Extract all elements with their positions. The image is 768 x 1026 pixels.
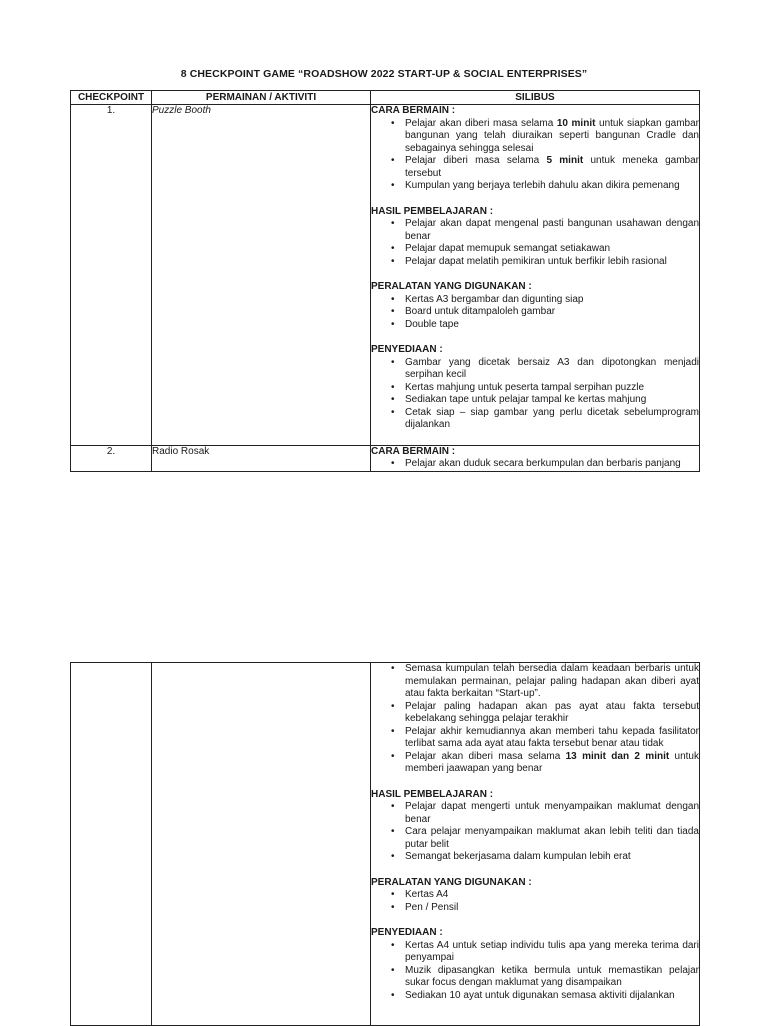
bullet-list [371,218,699,268]
section-heading: PENYEDIAAN : [371,927,443,938]
table-header-row [71,91,700,105]
list-item: • Muzik dipasangkan ketika bermula untuk memastikan pelajar sukar focus dengan maklumat yang disampaikan [405,965,699,990]
emphasis-text: 10 minit [556,117,596,129]
syllabus-cell [371,663,700,1026]
bullet-list [371,458,699,471]
list-item: • Semasa kumpulan telah bersedia dalam keadaan berbaris untuk memulakan permainan, pelajar paling hadapan akan diberi ayat atau fakta berkaitan “Start-up”. [405,663,699,701]
bullet-list [371,294,699,332]
bullet-list [371,889,699,914]
emphasis-text: 13 minit dan 2 minit [565,750,670,762]
list-item: • Pelajar diberi masa selama 5 minit untuk meneka gambar tersebut [405,155,699,180]
bullet-list [371,801,699,864]
list-item: • Cetak siap – siap gambar yang perlu dicetak sebelumprogram dijalankan [405,407,699,432]
list-item: • Kumpulan yang berjaya terlebih dahulu akan dikira pemenang [405,180,699,193]
section-heading: PERALATAN YANG DIGUNAKAN : [371,876,532,888]
list-item: • Pelajar paling hadapan akan pas ayat atau fakta tersebut kebelakang sehingga pelajar terakhir [405,701,699,726]
bullet-list [371,940,699,1003]
table-row [71,445,700,471]
syllabus-cell [371,105,700,446]
activity-name: Puzzle Booth [152,105,371,446]
list-item: • Kertas A4 [405,889,699,902]
list-item: • Board untuk ditampaloleh gambar [405,306,699,319]
section-heading: PERALATAN YANG DIGUNAKAN : [371,281,532,292]
checkpoint-table [70,90,700,472]
emphasis-text: 5 minit [546,155,584,166]
checkpoint-number: 2. [71,445,152,471]
list-item: • Sediakan 10 ayat untuk digunakan semasa aktiviti dijalankan [405,990,699,1003]
list-item: • Cara pelajar menyampaikan maklumat akan lebih teliti dan tiada putar belit [405,826,699,851]
list-item: • Sediakan tape untuk pelajar tampal ke kertas mahjung [405,394,699,407]
table-row [71,105,700,446]
list-item: • Pelajar dapat memupuk semangat setiakawan [405,243,699,256]
section-heading: CARA BERMAIN : [371,445,456,457]
list-item: • Pelajar akan diberi masa selama 10 minit untuk siapkan gambar bangunan yang telah diuraikan seperti bangunan Cradle dan sebagainya sehingga selesai [405,118,699,156]
checkpoint-table-continued [70,662,700,1026]
section-heading: HASIL PEMBELAJARAN : [371,205,494,217]
list-item: • Kertas mahjung untuk peserta tampal serpihan puzzle [405,382,699,395]
list-item: • Gambar yang dicetak bersaiz A3 dan dipotongkan menjadi serpihan kecil [405,357,699,382]
activity-name [152,663,371,1026]
list-item: • Semangat bekerjasama dalam kumpulan lebih erat [405,851,699,864]
section-heading: CARA BERMAIN : [371,105,456,116]
activity-name: Radio Rosak [152,445,371,471]
list-item: • Pelajar dapat melatih pemikiran untuk berfikir lebih rasional [405,256,699,269]
list-item: • Pelajar akan dapat mengenal pasti bangunan usahawan dengan benar [405,218,699,243]
bullet-list [371,118,699,193]
list-item: • Kertas A3 bergambar dan digunting siap [405,294,699,307]
bullet-list [371,357,699,432]
list-item: • Double tape [405,319,699,332]
document-title: 8 CHECKPOINT GAME “ROADSHOW 2022 START-UP & SOCIAL ENTERPRISES” [180,68,588,80]
bullet-list [371,663,699,776]
section-heading: HASIL PEMBELAJARAN : [371,788,494,800]
list-item: • Pelajar akan diberi masa selama 13 minit dan 2 minit untuk memberi jaawapan yang benar [405,751,699,776]
header-syllabus: SILIBUS [371,91,700,105]
section-heading: PENYEDIAAN : [371,344,443,355]
header-checkpoint: CHECKPOINT [71,91,152,105]
list-item: • Pen / Pensil [405,902,699,915]
list-item: • Pelajar dapat mengerti untuk menyampaikan maklumat dengan benar [405,801,699,826]
list-item: • Pelajar akhir kemudiannya akan memberi tahu kepada fasilitator terlibat sama ada ayat atau fakta tersebut benar atau tidak [405,726,699,751]
checkpoint-number: 1. [71,105,152,446]
list-item: • Pelajar akan duduk secara berkumpulan dan berbaris panjang [405,458,699,471]
table-row [71,663,700,1026]
header-activity: PERMAINAN / AKTIVITI [152,91,371,105]
checkpoint-number [71,663,152,1026]
syllabus-cell [371,445,700,471]
list-item: • Kertas A4 untuk setiap individu tulis apa yang mereka terima dari penyampai [405,940,699,965]
